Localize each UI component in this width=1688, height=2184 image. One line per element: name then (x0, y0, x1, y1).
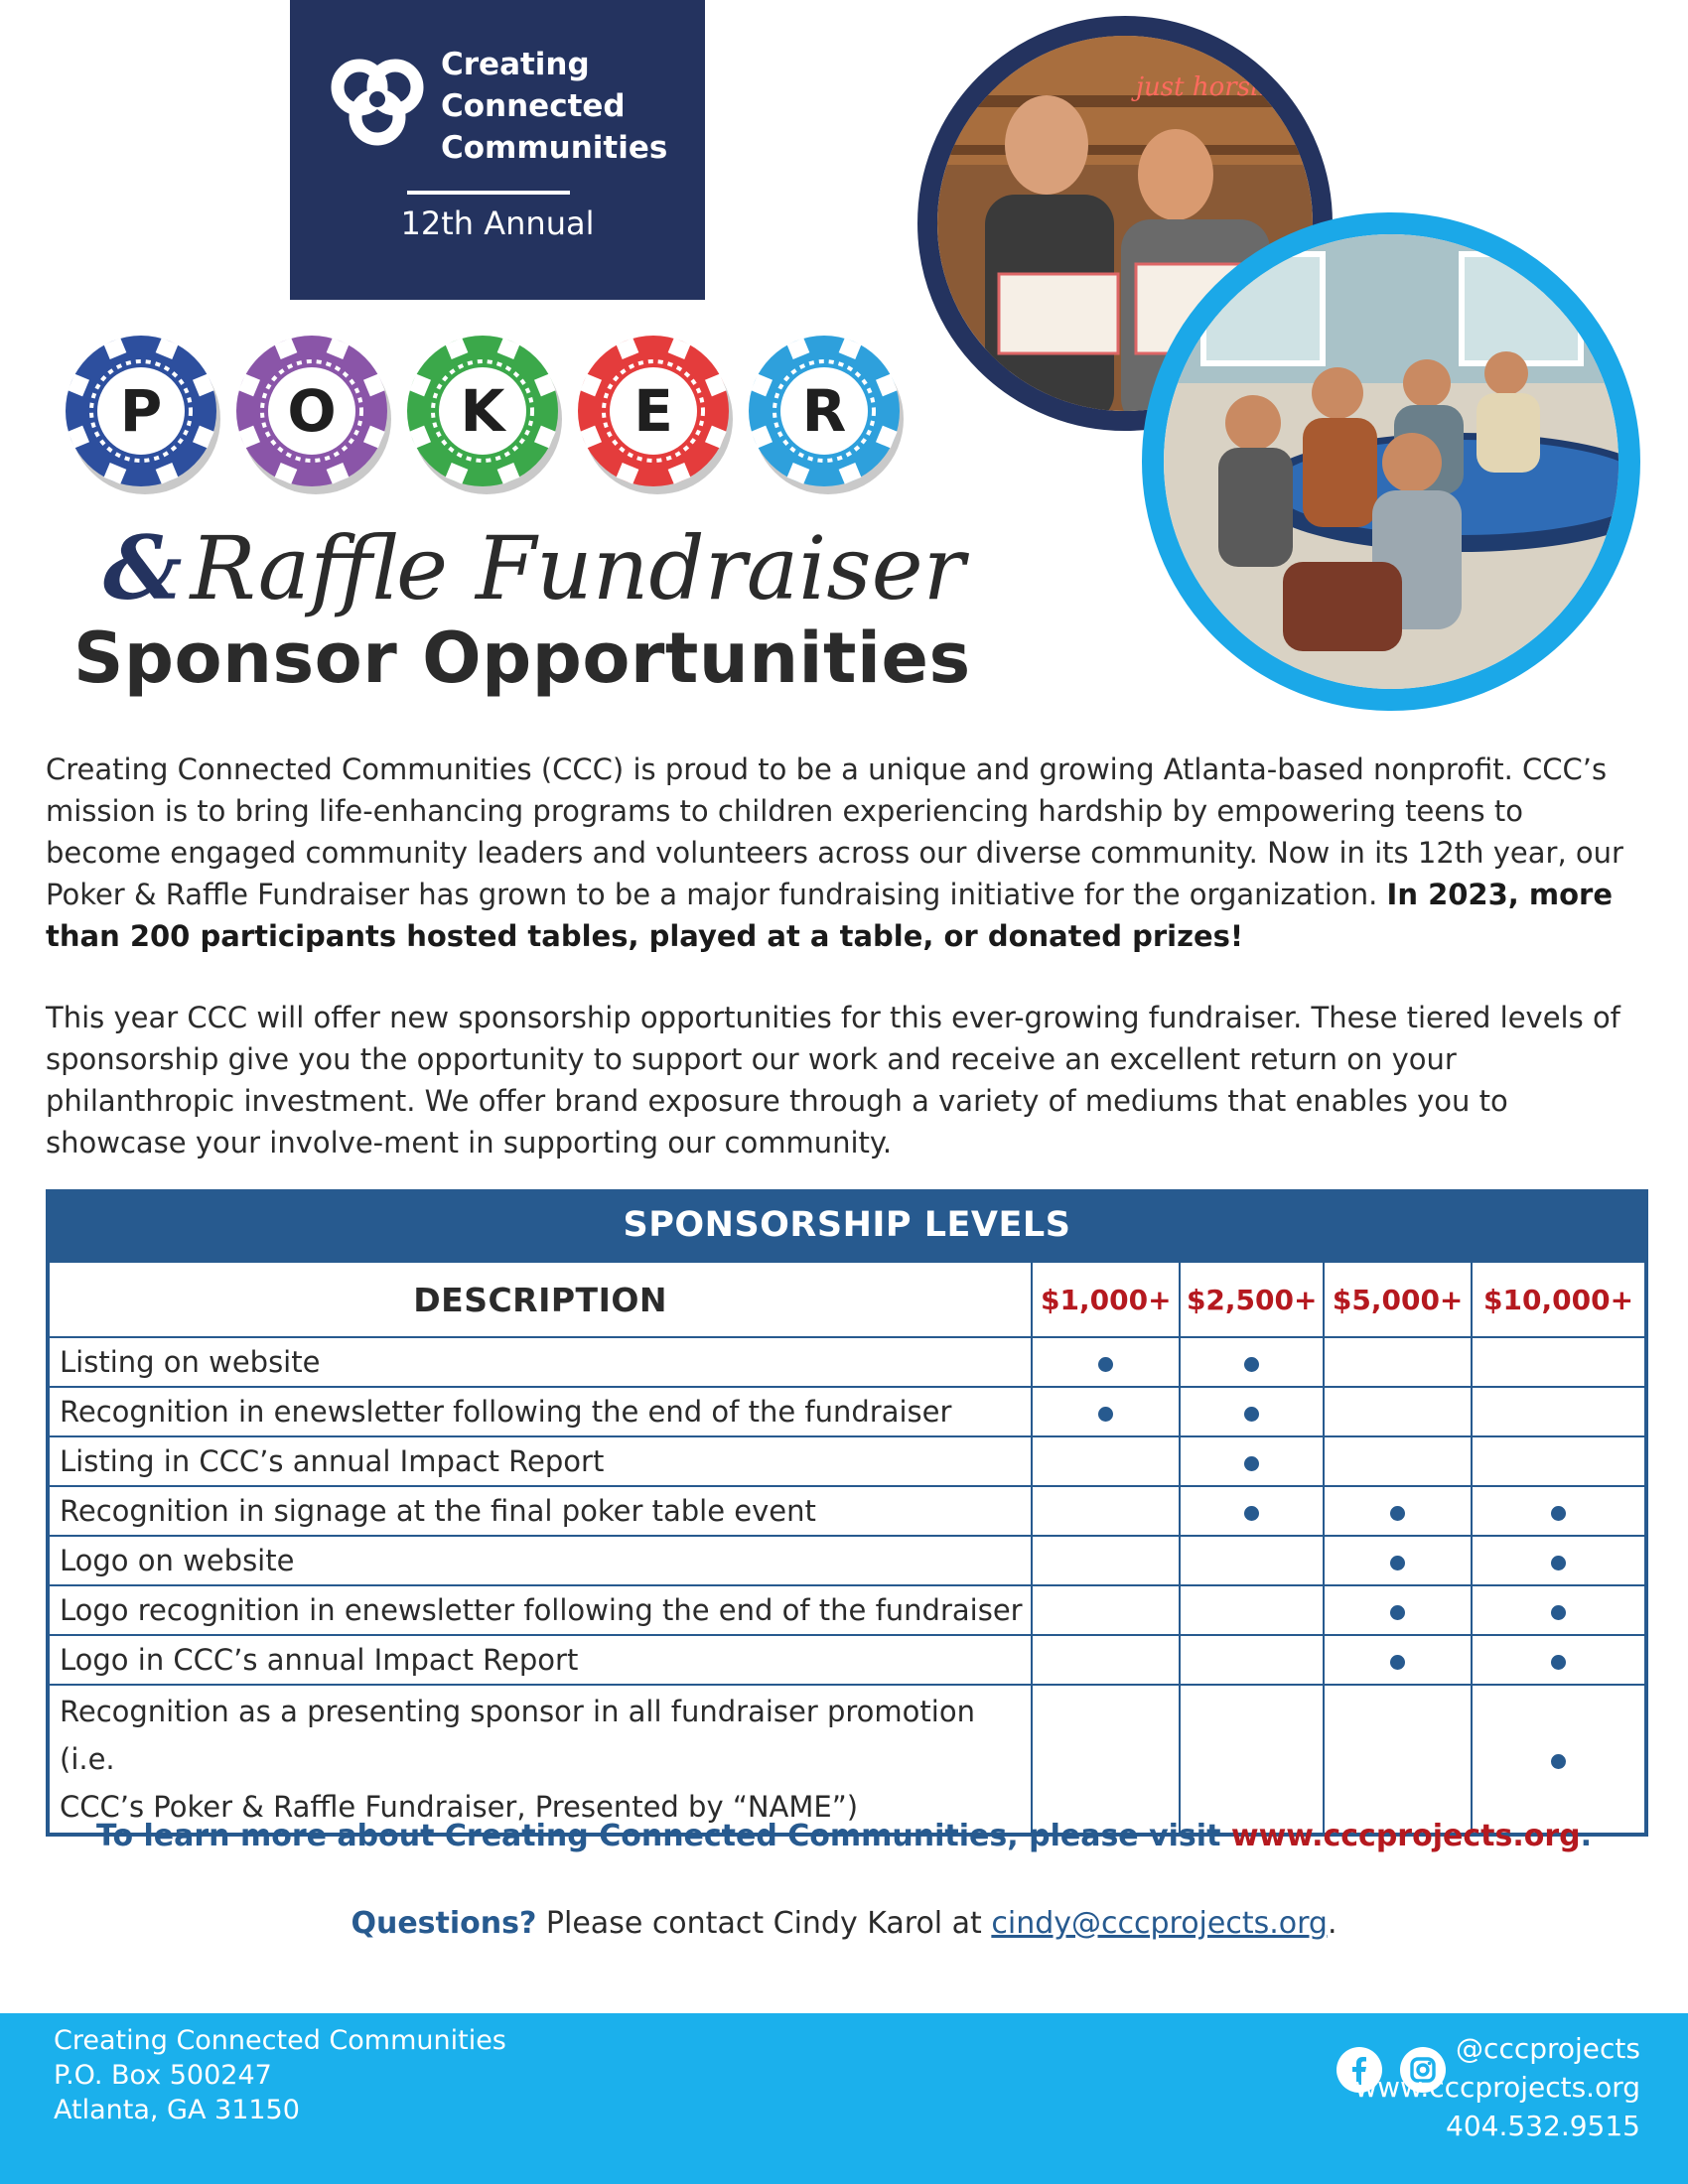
level-cell (1180, 1685, 1324, 1835)
included-dot-icon (1098, 1407, 1113, 1422)
table-row (48, 1635, 1646, 1685)
level-cell (1032, 1685, 1180, 1835)
level-cell (1032, 1436, 1180, 1486)
org-name-line2: Connected (441, 88, 626, 124)
included-dot-icon (1551, 1506, 1566, 1521)
included-dot-icon (1551, 1754, 1566, 1769)
level-cell (1324, 1685, 1472, 1835)
level-cell (1180, 1536, 1324, 1585)
level-cell (1324, 1337, 1472, 1387)
fundraiser-title (103, 516, 965, 619)
questions-period: . (1327, 1906, 1337, 1941)
social-handle[interactable]: @cccprojects (1456, 2032, 1640, 2065)
footer-po-box: P.O. Box 500247 (54, 2060, 272, 2091)
table-row (48, 1387, 1646, 1436)
level-header: $2,500+ (1180, 1262, 1324, 1337)
included-dot-icon (1098, 1357, 1113, 1372)
row-description (48, 1685, 1032, 1835)
level-cell (1324, 1536, 1472, 1585)
table-title: SPONSORSHIP LEVELS (46, 1189, 1648, 1261)
included-dot-icon (1551, 1605, 1566, 1620)
footer-website-link[interactable]: www.cccprojects.org (1354, 2071, 1640, 2104)
level-cell (1472, 1436, 1646, 1486)
chip-letter: K (460, 377, 505, 445)
fundraiser-script-title: Raffle Fundraiser (190, 517, 965, 619)
chip-letter: P (119, 377, 163, 445)
row-description: Logo in CCC’s annual Impact Report (48, 1635, 1032, 1685)
level-cell (1180, 1387, 1324, 1436)
included-dot-icon (1390, 1605, 1405, 1620)
questions-line (0, 1906, 1688, 1941)
row-description-line1: Recognition as a presenting sponsor in all fundraiser promotion (i.e. (60, 1695, 975, 1776)
included-dot-icon (1551, 1556, 1566, 1570)
included-dot-icon (1390, 1556, 1405, 1570)
level-header: $5,000+ (1324, 1262, 1472, 1337)
level-cell (1472, 1536, 1646, 1585)
level-cell (1324, 1486, 1472, 1536)
intro-paragraph (46, 749, 1644, 957)
intro-highlight: In 2023, more than 200 participants hosted tables, played at a table, or donated prizes! (46, 878, 1614, 953)
event-photo-2 (1142, 212, 1640, 711)
level-cell (1472, 1387, 1646, 1436)
ampersand: & (103, 516, 183, 619)
chip-letter: R (801, 377, 847, 445)
intro-text: Creating Connected Communities (CCC) is proud to be a unique and growing Atlanta-based nonprofit. CCC’s mission is to bring life-enhancing programs to children experiencing hardship by empowering teens to become engaged community leaders and volunteers across our diverse community. Now in its 12th year, our Poker & Raffle Fundraiser has grown to be a major fundraising initiative for the organization. (46, 752, 1623, 911)
table-row (48, 1685, 1646, 1835)
table-row (48, 1337, 1646, 1387)
footer-address (54, 2023, 506, 2127)
included-dot-icon (1551, 1655, 1566, 1670)
footer-city: Atlanta, GA 31150 (54, 2095, 300, 2125)
row-description: Listing on website (48, 1337, 1032, 1387)
table-row (48, 1585, 1646, 1635)
learn-more-text: To learn more about Creating Connected Communities, please visit (95, 1819, 1231, 1853)
level-cell (1180, 1486, 1324, 1536)
poker-chip (578, 336, 733, 494)
table-header-row (48, 1262, 1646, 1337)
footer-phone: 404.532.9515 (1446, 2110, 1640, 2142)
table-row (48, 1486, 1646, 1536)
level-cell (1032, 1486, 1180, 1536)
level-cell (1472, 1486, 1646, 1536)
level-cell (1180, 1337, 1324, 1387)
level-cell (1180, 1585, 1324, 1635)
level-cell (1324, 1387, 1472, 1436)
footer (0, 2013, 1688, 2184)
included-dot-icon (1244, 1506, 1259, 1521)
chip-letter: E (633, 377, 673, 445)
level-cell (1324, 1585, 1472, 1635)
level-cell (1032, 1635, 1180, 1685)
sponsorship-paragraph: This year CCC will offer new sponsorship opportunities for this ever-growing fundraiser. These tiered levels of sponsorship give you the opportunity to support our work and receive an excellent return on your philanthropic investment. We offer brand exposure through a variety of mediums that enables you to showcase your involve-ment in supporting our community. (46, 1001, 1620, 1160)
website-link[interactable]: www.cccprojects.org (1230, 1819, 1581, 1853)
included-dot-icon (1244, 1456, 1259, 1471)
questions-text: Please contact Cindy Karol at (536, 1906, 992, 1941)
level-cell (1472, 1685, 1646, 1835)
level-cell (1324, 1436, 1472, 1486)
banner-divider (407, 191, 570, 195)
description-header: DESCRIPTION (48, 1262, 1032, 1337)
poker-chip (749, 336, 904, 494)
org-name (441, 44, 667, 169)
poker-chips (58, 320, 941, 498)
level-cell (1472, 1585, 1646, 1635)
table-row (48, 1536, 1646, 1585)
level-cell (1032, 1337, 1180, 1387)
row-description: Logo on website (48, 1536, 1032, 1585)
level-header: $10,000+ (1472, 1262, 1646, 1337)
level-cell (1180, 1436, 1324, 1486)
row-description: Recognition in enewsletter following the end of the fundraiser (48, 1387, 1032, 1436)
level-cell (1472, 1337, 1646, 1387)
page-title: Sponsor Opportunities (73, 617, 971, 699)
row-description: Logo recognition in enewsletter following the end of the fundraiser (48, 1585, 1032, 1635)
level-cell (1032, 1387, 1180, 1436)
row-description: Listing in CCC’s annual Impact Report (48, 1436, 1032, 1486)
level-cell (1032, 1585, 1180, 1635)
included-dot-icon (1390, 1506, 1405, 1521)
org-name-line1: Creating (441, 47, 590, 82)
neon-sign: just horsing (1136, 72, 1292, 102)
footer-org-name: Creating Connected Communities (54, 2025, 506, 2056)
edition-label: 12th Annual (400, 205, 595, 242)
learn-more-line (0, 1819, 1688, 1853)
level-cell (1180, 1635, 1324, 1685)
poker-chip (407, 336, 562, 494)
org-name-line3: Communities (441, 130, 668, 166)
ccc-logo-icon (318, 40, 437, 157)
footer-contact (1354, 2029, 1640, 2145)
table-row (48, 1436, 1646, 1486)
included-dot-icon (1390, 1655, 1405, 1670)
level-cell (1032, 1536, 1180, 1585)
sponsorship-table (46, 1189, 1648, 1837)
contact-email-link[interactable]: cindy@cccprojects.org (991, 1906, 1328, 1941)
poker-chip (236, 336, 391, 494)
chip-letter: O (287, 377, 337, 445)
included-dot-icon (1244, 1407, 1259, 1422)
included-dot-icon (1244, 1357, 1259, 1372)
row-description: Recognition in signage at the final poker table event (48, 1486, 1032, 1536)
learn-more-period: . (1580, 1819, 1593, 1853)
level-cell (1472, 1635, 1646, 1685)
questions-label: Questions? (351, 1906, 537, 1941)
level-cell (1324, 1635, 1472, 1685)
level-header: $1,000+ (1032, 1262, 1180, 1337)
header-banner (290, 0, 705, 300)
poker-chip (66, 336, 220, 494)
row-description-line2: CCC’s Poker & Raffle Fundraiser, Presented by “NAME”) (60, 1790, 859, 1824)
